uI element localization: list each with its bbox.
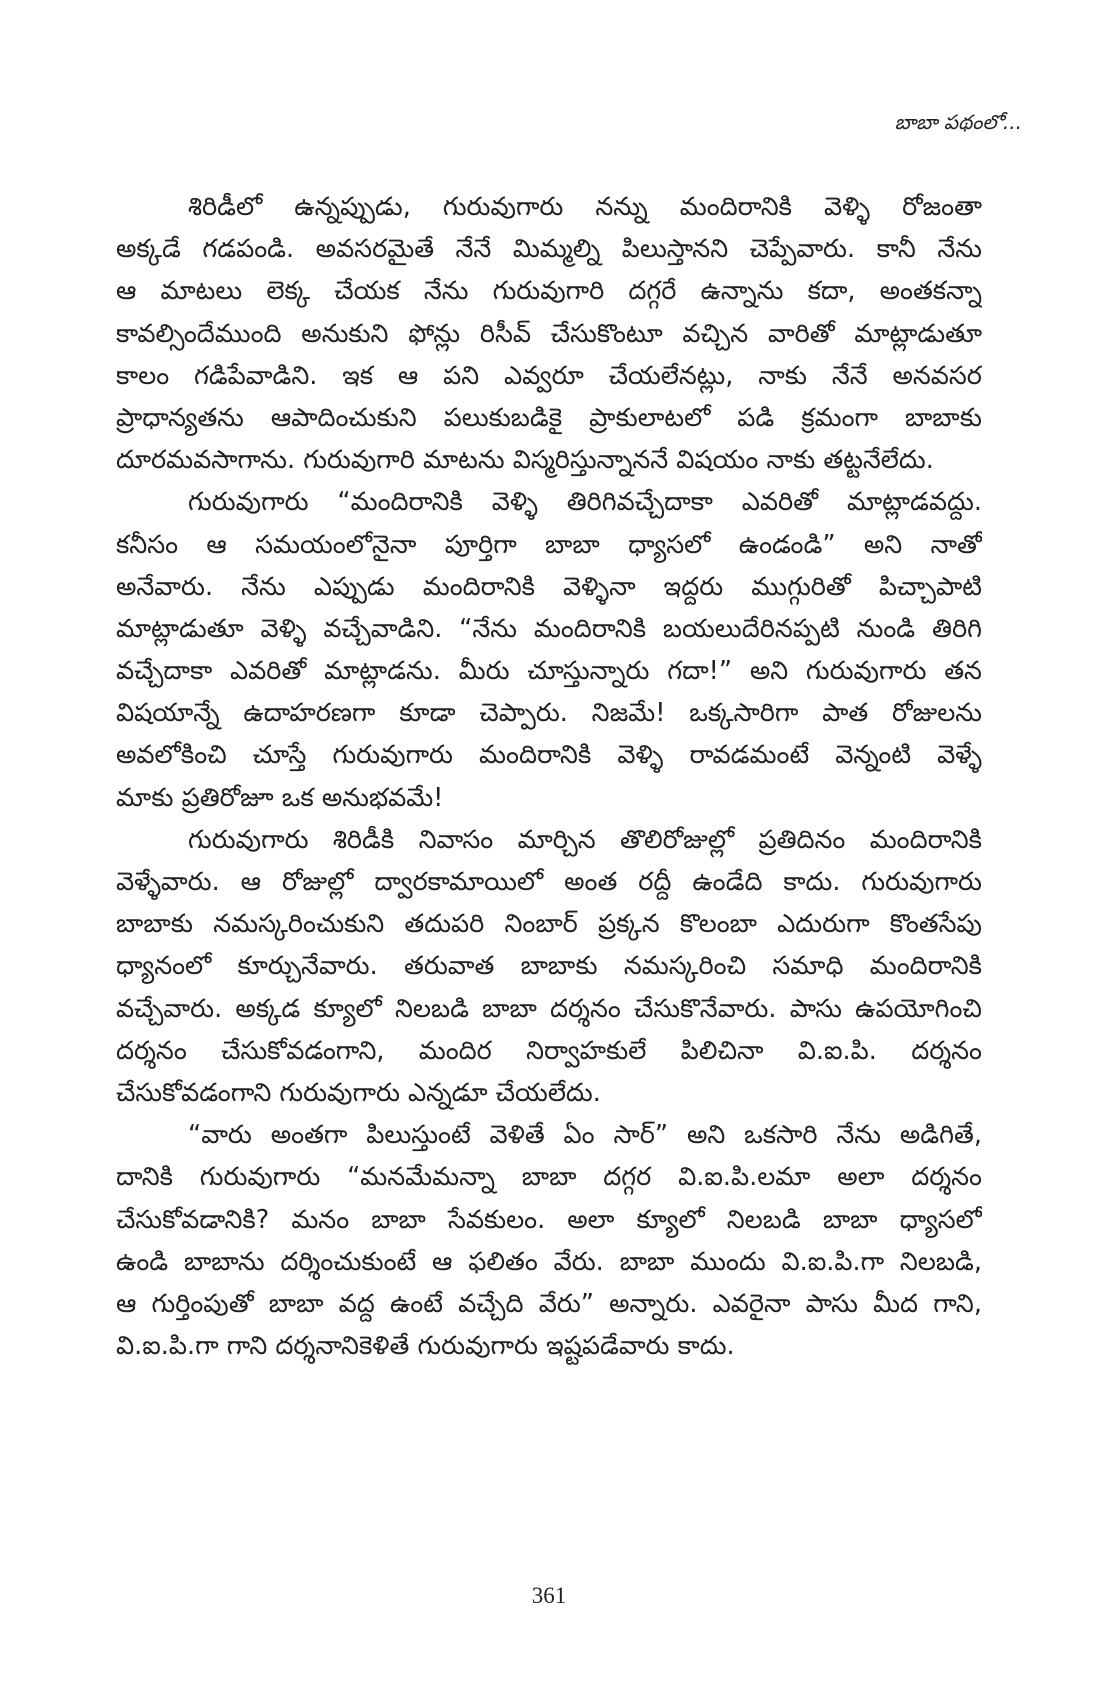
word: ఇద్దరు bbox=[663, 571, 724, 602]
word: ఫోన్లు bbox=[408, 318, 461, 349]
word: రోజంతా bbox=[902, 192, 982, 222]
text-line bbox=[116, 228, 982, 270]
word: నేనే bbox=[455, 234, 492, 265]
word: పలుకుబడికై bbox=[443, 402, 563, 433]
word: లెక్క bbox=[266, 276, 311, 307]
word: వచ్చేవారు. bbox=[116, 993, 223, 1024]
word: నాకు bbox=[758, 360, 807, 391]
word: నేను bbox=[836, 1120, 881, 1151]
word: తట్టనేలేదు. bbox=[823, 445, 934, 476]
word: మందిరానికి bbox=[679, 192, 792, 222]
word: చూస్తున్నారు bbox=[527, 656, 650, 687]
word: వెళ్ళినా bbox=[563, 571, 636, 602]
word: చేయక bbox=[334, 276, 400, 307]
word: బాబా bbox=[619, 1246, 675, 1277]
word: కదా, bbox=[807, 276, 856, 307]
word: ప్రక్కన bbox=[597, 909, 660, 940]
word: నమస్కరించి bbox=[623, 951, 747, 982]
word: ద్వారకామాయిలో bbox=[374, 867, 544, 897]
word: నిలబడి bbox=[394, 993, 469, 1024]
word: అక్కడ bbox=[235, 993, 301, 1024]
word: మాట్లాడను. bbox=[324, 656, 441, 687]
text-line bbox=[116, 270, 982, 312]
word: క్యూలో bbox=[636, 1204, 705, 1235]
word: అంత bbox=[564, 867, 618, 897]
body-text bbox=[116, 186, 982, 1367]
word: అనేవారు. bbox=[116, 571, 214, 602]
word: సార్” bbox=[613, 1120, 669, 1151]
word: ఉన్నాను bbox=[700, 276, 784, 307]
word: వెన్నంటి bbox=[835, 740, 912, 771]
word: మాట్లాడుతూ bbox=[116, 613, 244, 644]
word: నమస్కరించుకుని bbox=[213, 909, 385, 940]
word: పూర్తిగా bbox=[444, 529, 517, 560]
word: ఇష్టపడేవారు bbox=[546, 1331, 678, 1362]
word: అడిగితే, bbox=[899, 1120, 982, 1151]
word: దగ్గరే bbox=[628, 276, 677, 307]
word: చేయలేనట్లు, bbox=[608, 360, 734, 391]
word: మిమ్మల్ని bbox=[512, 234, 601, 265]
word: పని bbox=[443, 360, 480, 391]
word: గుర్తింపుతో bbox=[151, 1288, 254, 1319]
word: మందిర bbox=[418, 1035, 492, 1066]
word: వారితో bbox=[767, 318, 835, 349]
word: అని bbox=[686, 1120, 726, 1151]
word: గురువుగారు bbox=[199, 1162, 321, 1193]
text-line bbox=[116, 397, 982, 439]
word: కావల్సిందేముంది bbox=[116, 318, 282, 349]
word: మందిరానికి bbox=[422, 571, 535, 602]
word: మాటను bbox=[423, 445, 513, 476]
word: ధ్యాసలో bbox=[899, 1204, 982, 1235]
word: ప్రతిరోజూ bbox=[181, 782, 282, 813]
word: చేయలేదు. bbox=[495, 1077, 601, 1108]
word: విషయాన్నే bbox=[116, 698, 220, 729]
word: దర్శనానికెళితే bbox=[275, 1331, 418, 1362]
word: దర్శనం bbox=[116, 1035, 187, 1066]
word: ఉండి bbox=[116, 1246, 169, 1277]
word: సేవకులం. bbox=[447, 1204, 546, 1235]
text-line bbox=[116, 524, 982, 566]
word: ఎదురుగా bbox=[777, 909, 870, 940]
word: మాట్లాడుతూ bbox=[854, 318, 982, 349]
text-line bbox=[116, 355, 982, 397]
word: చూస్తే bbox=[252, 740, 307, 771]
word: వెళితే bbox=[489, 1120, 545, 1151]
word: ఉన్నప్పుడు, bbox=[294, 192, 411, 222]
word: ఎన్నడూ bbox=[408, 1077, 496, 1108]
word: బాబాకు bbox=[116, 909, 193, 940]
text-line bbox=[116, 1241, 982, 1283]
word: గురువుగారు bbox=[332, 740, 453, 771]
word: నాకు bbox=[766, 445, 824, 476]
word: దర్శించుకుంటే bbox=[280, 1246, 417, 1277]
word: ఇక bbox=[342, 360, 374, 391]
word: చేసుకోవడంగాని, bbox=[221, 1035, 385, 1066]
word: పిలుస్తానని bbox=[621, 234, 729, 265]
word: ఎవ్వరూ bbox=[503, 360, 584, 391]
word: ఏం bbox=[563, 1120, 595, 1151]
word: మాట్లాడవద్దు. bbox=[846, 487, 982, 518]
text-line bbox=[116, 903, 982, 945]
word: రావడమంటే bbox=[689, 740, 810, 771]
word: గడపండి. bbox=[202, 234, 295, 265]
word: ఆ bbox=[116, 1288, 137, 1319]
word: దగ్గర bbox=[603, 1162, 652, 1193]
word: గాని bbox=[226, 1331, 276, 1362]
text-line bbox=[116, 1114, 982, 1156]
word: రిసీవ్ bbox=[479, 318, 532, 349]
word: బయలుదేరినప్పటి bbox=[662, 613, 840, 644]
word: రోజుల్లో bbox=[281, 867, 354, 897]
word: వచ్చేవాడిని. bbox=[323, 613, 443, 644]
word: చేసుకొంటూ bbox=[550, 318, 663, 349]
text-line bbox=[116, 1199, 982, 1241]
word: కానీ bbox=[876, 234, 916, 265]
word: మందిరానికి bbox=[533, 613, 647, 644]
word: అనవసర bbox=[892, 360, 982, 391]
word: పిలుస్తుంటే bbox=[366, 1120, 471, 1151]
word: అనుకుని bbox=[301, 318, 389, 349]
word: వి.ఐ.పి.గా bbox=[781, 1246, 885, 1277]
word: వెళ్ళి bbox=[260, 613, 307, 644]
text-line bbox=[116, 439, 982, 481]
word: నిలబడి bbox=[726, 1204, 801, 1235]
word: బాబా bbox=[371, 1204, 426, 1235]
word: పిచ్చాపాటి bbox=[878, 571, 982, 602]
word: దర్శనం bbox=[550, 993, 621, 1024]
word: వచ్చేదాకా bbox=[116, 656, 213, 687]
word: వెళ్ళి bbox=[823, 192, 871, 222]
word: వచ్చేది bbox=[458, 1288, 524, 1319]
word: నేనే bbox=[831, 360, 868, 391]
word: నింబార్ bbox=[504, 909, 578, 940]
word: ఉంటే bbox=[389, 1288, 443, 1319]
word: క్యూలో bbox=[313, 993, 382, 1024]
word: పడి bbox=[737, 402, 775, 433]
word: అన్నారు. bbox=[609, 1288, 698, 1319]
word: నిలబడి, bbox=[899, 1246, 982, 1277]
word: గురువుగారి bbox=[492, 276, 605, 307]
word: బాబా bbox=[545, 529, 600, 560]
word: వేరు. bbox=[553, 1246, 604, 1277]
text-line bbox=[116, 481, 982, 523]
word: సమయంలోనైనా bbox=[255, 529, 417, 560]
word: తరువాత bbox=[403, 951, 495, 982]
word: తిరిగి bbox=[932, 613, 982, 644]
word: వెళ్ళేవారు. bbox=[116, 867, 220, 897]
text-line bbox=[116, 1030, 982, 1072]
word: అని bbox=[749, 656, 789, 687]
word: వి.ఐ.పి.గా bbox=[116, 1331, 227, 1362]
word: బాబా bbox=[482, 993, 537, 1024]
word: కనీసం bbox=[116, 529, 179, 560]
word: గదా!” bbox=[667, 656, 733, 687]
word: అలా bbox=[837, 1162, 885, 1193]
word: ఎవరితో bbox=[741, 487, 819, 518]
word: గురువుగారి bbox=[303, 445, 423, 476]
word: కాలం bbox=[116, 360, 170, 391]
word: కొలంబా bbox=[679, 909, 757, 940]
word: గురువుగారు bbox=[188, 824, 309, 855]
word: నేను bbox=[241, 571, 286, 602]
word: వచ్చిన bbox=[682, 318, 749, 349]
word: గురువుగారు bbox=[861, 867, 982, 897]
word: పిలిచినా bbox=[680, 1035, 764, 1066]
word: మందిరానికి bbox=[479, 740, 592, 771]
word: ప్రాధాన్యతను bbox=[116, 402, 244, 433]
word: నిజమే! bbox=[591, 698, 666, 729]
word: అని bbox=[863, 529, 903, 560]
word: గురువుగారు bbox=[417, 1331, 547, 1362]
word: “మనమేమన్నా bbox=[347, 1162, 495, 1193]
text-line bbox=[116, 945, 982, 987]
word: గురువుగారు bbox=[279, 1077, 409, 1108]
word: నన్ను bbox=[595, 192, 648, 222]
word: దానికి bbox=[116, 1162, 173, 1193]
word: ఆ bbox=[240, 867, 261, 897]
word: అవసరమైతే bbox=[315, 234, 435, 265]
word: మీద bbox=[873, 1288, 919, 1319]
word: వి.ఐ.పి.లమా bbox=[678, 1162, 811, 1193]
word: ఆ bbox=[206, 529, 227, 560]
word: శిరిడీలో bbox=[188, 192, 263, 222]
text-line bbox=[116, 819, 982, 861]
word: ఆపాదించుకుని bbox=[270, 402, 417, 433]
word: బాబా bbox=[268, 1288, 324, 1319]
word: అవలోకించి bbox=[116, 740, 227, 771]
text-line bbox=[116, 186, 982, 228]
word: అంతగా bbox=[270, 1120, 348, 1151]
word: ధ్యాసలో bbox=[628, 529, 711, 560]
text-line bbox=[116, 1283, 982, 1325]
word: నాతో bbox=[930, 529, 982, 560]
word: విస్మరిస్తున్నాననే bbox=[512, 445, 677, 476]
word: ముగ్గురితో bbox=[751, 571, 851, 602]
word: “వారు bbox=[188, 1120, 252, 1151]
word: చేసుకొనేవారు. bbox=[634, 993, 777, 1024]
text-line bbox=[116, 777, 982, 819]
word: దర్శనం bbox=[911, 1162, 982, 1193]
word: గాని, bbox=[933, 1288, 982, 1319]
word: ఒక్కసారిగా bbox=[689, 698, 799, 729]
text-line bbox=[116, 861, 982, 903]
word: గడిపేవాడిని. bbox=[193, 360, 318, 391]
word: అంతకన్నా bbox=[879, 276, 982, 307]
word: శిరిడీకి bbox=[332, 824, 395, 855]
word: వి.ఐ.పి. bbox=[797, 1035, 877, 1066]
word: నివాసం bbox=[418, 824, 494, 855]
word: కాదు. bbox=[677, 1331, 735, 1362]
word: చేసుకోవడంగాని bbox=[116, 1077, 280, 1108]
word: పాసు bbox=[789, 993, 842, 1024]
text-line bbox=[116, 566, 982, 608]
word: మార్చిన bbox=[517, 824, 596, 855]
word: గురువుగారు bbox=[188, 487, 309, 518]
word: ఎవరైనా bbox=[712, 1288, 791, 1319]
word: తిరిగివచ్చేదాకా bbox=[566, 487, 713, 518]
word: ఆ bbox=[116, 276, 137, 307]
word: సమాధి bbox=[772, 951, 844, 982]
word: ఆ bbox=[432, 1246, 453, 1277]
word: ముందు bbox=[690, 1246, 766, 1277]
word: పాత bbox=[822, 698, 869, 729]
word: ఎప్పుడు bbox=[313, 571, 395, 602]
word: రద్దీ bbox=[638, 867, 672, 897]
word: తదుపరి bbox=[404, 909, 485, 940]
word: ప్రాకులాటలో bbox=[589, 402, 711, 433]
text-line bbox=[116, 1072, 982, 1114]
word: కూర్చునేవారు. bbox=[237, 951, 378, 982]
word: నిర్వాహకులే bbox=[526, 1035, 647, 1066]
word: నేను bbox=[423, 276, 469, 307]
word: “మందిరానికి bbox=[337, 487, 463, 518]
text-line bbox=[116, 313, 982, 355]
word: వెళ్ళి bbox=[491, 487, 538, 518]
text-line bbox=[116, 734, 982, 776]
text-line bbox=[116, 1156, 982, 1198]
word: బాబాను bbox=[183, 1246, 265, 1277]
word: తొలిరోజుల్లో bbox=[619, 824, 735, 855]
word: మనం bbox=[291, 1204, 350, 1235]
word: తన bbox=[944, 656, 982, 687]
word: చెప్పారు. bbox=[479, 698, 568, 729]
word: ఒకసారి bbox=[744, 1120, 818, 1151]
word: మందిరానికి bbox=[869, 951, 982, 982]
word: బాబాకు bbox=[520, 951, 598, 982]
word: ఉపయోగించి bbox=[855, 993, 982, 1024]
text-line bbox=[116, 988, 982, 1030]
word: చెప్పేవారు. bbox=[749, 234, 856, 265]
word: మాకు bbox=[116, 782, 182, 813]
word: వేరు” bbox=[538, 1288, 594, 1319]
word: మందిరానికి bbox=[869, 824, 982, 855]
running-header: బాబా పథంలో... bbox=[894, 110, 1022, 134]
text-line bbox=[116, 608, 982, 650]
word: నుండి bbox=[856, 613, 916, 644]
word: చేసుకోవడానికి? bbox=[116, 1204, 270, 1235]
word: కాదు. bbox=[783, 867, 841, 897]
word: పాసు bbox=[805, 1288, 858, 1319]
word: అక్కడే bbox=[116, 234, 181, 265]
word: ఆ bbox=[397, 360, 419, 391]
page-number: 361 bbox=[531, 1583, 567, 1608]
word: ఉదాహరణగా bbox=[243, 698, 376, 729]
word: కూడా bbox=[399, 698, 456, 729]
word: వెళ్ళే bbox=[937, 740, 982, 771]
word: వద్ద bbox=[338, 1288, 375, 1319]
word: ప్రతిదినం bbox=[758, 824, 846, 855]
word: రోజులను bbox=[892, 698, 982, 729]
word: దర్శనం bbox=[911, 1035, 982, 1066]
word: ఉండండి” bbox=[738, 529, 836, 560]
word: మీరు bbox=[458, 656, 510, 687]
word: బాబా bbox=[822, 1204, 878, 1235]
word: క్రమంగా bbox=[801, 402, 878, 433]
word: అనుభవమే! bbox=[321, 782, 444, 813]
word: అలా bbox=[567, 1204, 615, 1235]
word: గురువుగారు bbox=[805, 656, 927, 687]
text-line bbox=[116, 1325, 982, 1367]
word: ఫలితం bbox=[468, 1246, 538, 1277]
word: వెళ్ళి bbox=[617, 740, 664, 771]
word: ఒక bbox=[281, 782, 322, 813]
word: ధ్యానంలో bbox=[116, 951, 212, 982]
word: మాటలు bbox=[160, 276, 243, 307]
word: ఉండేది bbox=[692, 867, 763, 897]
word: దూరమవసాగాను. bbox=[116, 445, 304, 476]
word: బాబా bbox=[521, 1162, 577, 1193]
word: బాబాకు bbox=[904, 402, 982, 433]
text-line bbox=[116, 650, 982, 692]
text-line bbox=[116, 692, 982, 734]
word: కొంతసేపు bbox=[889, 909, 982, 940]
word: “నేను bbox=[459, 613, 518, 644]
word: విషయం bbox=[676, 445, 767, 476]
word: గురువుగారు bbox=[442, 192, 564, 222]
word: ఎవరితో bbox=[230, 656, 307, 687]
word: నేను bbox=[937, 234, 982, 265]
